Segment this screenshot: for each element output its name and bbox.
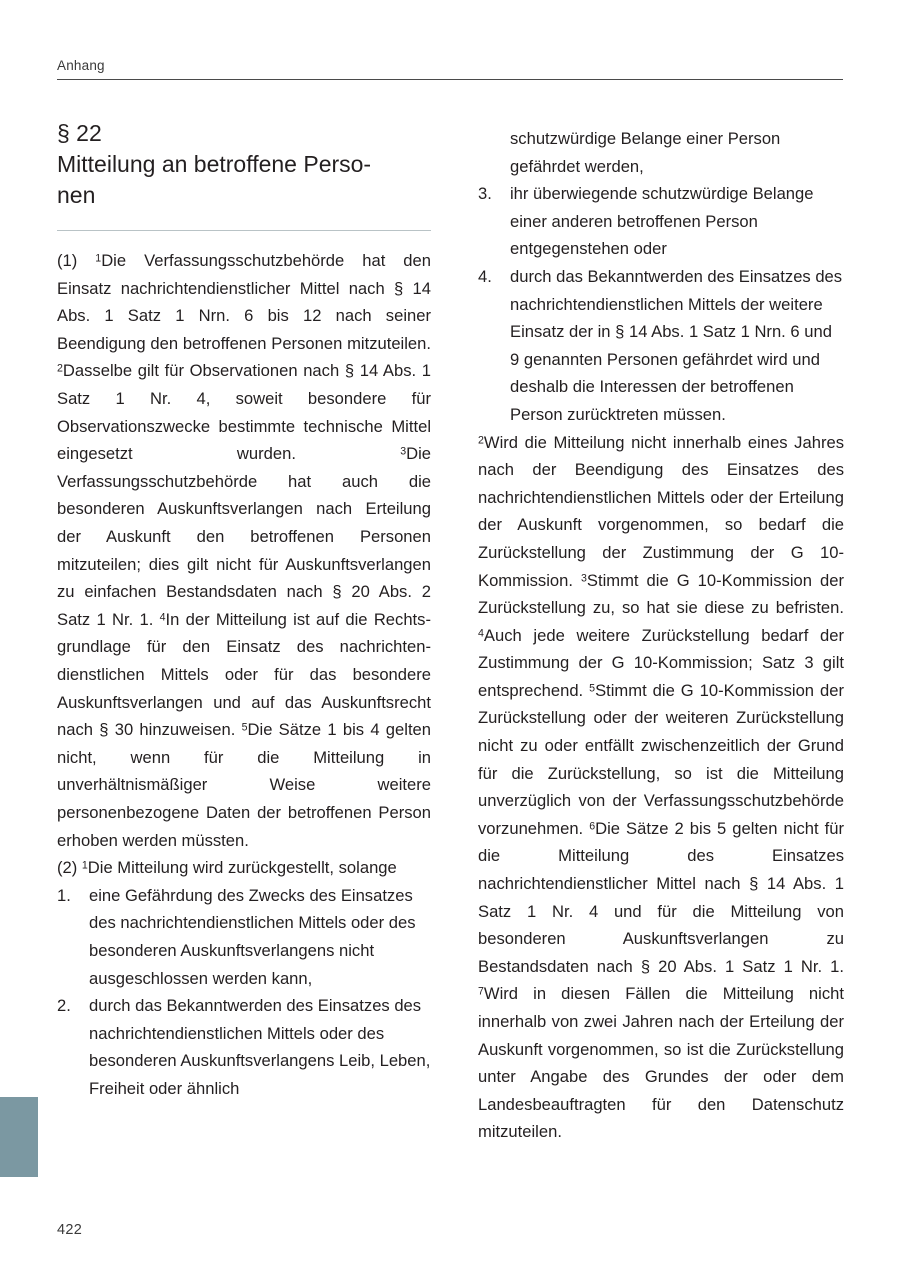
list-marker: 2. [57,996,71,1016]
list-item [57,992,431,1102]
closing-paragraph: $^2$Wird die Mitteilung nicht innerhalb eines Jahres nach der Beendigung des Einsatzes des nachrichtendienstlichen Mittels oder der Erteilung der Auskunft vorgenommen, so bedarf die Zurückstellung der Zustimmung der G 10-Kommission. $^3$Stimmt die G 10-Kommission der Zurückstellung zu, so hat sie diese zu befristen. $^4$Auch jede weitere Zurückstellung bedarf der Zustimmung der G 10-Kommission; Satz 3 gilt entsprechend. $^5$Stimmt die G 10-Kommission der Zurückstellung oder der weiteren Zurückstellung nicht zu oder entfällt zwischenzeitlich der Grund für die Zurückstellung, so ist die Mitteilung unverzüglich von der Verfassungsschutzbehörde vorzunehmen. $^6$Die Sätze 2 bis 5 gelten nicht für die Mitteilung des Einsatzes nachrichtendienstlicher Mittel nach § 14 Abs. 1 Satz 1 Nr. 4 und für die Mitteilung von besonderen Auskunftsverlangen zu Bestandsdaten nach § 20 Abs. 1 Satz 1 Nr. 1. $^7$Wird in diesen Fällen die Mitteilung nicht innerhalb von zwei Jahren nach der Erteilung der Auskunft vorgenommen, so ist die Zurückstellung unter Angabe des Grundes der oder dem Landesbeauftragten für den Datenschutz mitzuteilen. [478,432,845,1142]
paragraph-2: (2) $^1$Die Mitteilung wird zurückgestellt, solange [57,858,397,878]
law-list-left [57,882,431,1103]
section-title: Mitteilung an betroffene Perso- nen [57,151,372,208]
running-head [57,57,843,80]
list-item-text: ihr überwiegende schutzwürdige Belange einer anderen betroffenen Person entgegenstehen oder [510,184,814,259]
list-item [57,882,431,992]
title-rule [57,230,431,231]
list-item-text: durch das Bekanntwerden des Einsatzes des nachrichtendienstlichen Mittels oder des besonderen Auskunftsverlangens Leib, Leben, Freiheit oder ähnlich [89,996,431,1098]
paragraph-1: (1) $^1$Die Verfassungsschutzbehörde hat den Einsatz nachrichtendienstlicher Mittel nach § 14 Abs. 1 Satz 1 Nrn. 6 bis 12 nach seiner Beendigung den betroffenen Personen mitzuteilen. $^2$Dasselbe gilt für Observationen nach § 14 Abs. 1 Satz 1 Nr. 4, soweit besondere für Observationszwecke bestimmte technische Mittel eingesetzt wurden. $^3$Die Verfassungsschutzbehörde hat auch die besonderen Auskunftsverlangen nach Erteilung der Auskunft den betroffenen Personen mitzuteilen; dies gilt nicht für Auskunftsverlangen zu einfachen Bestandsdaten nach § 20 Abs. 2 Satz 1 Nr. 1. $^4$In der Mitteilung ist auf die Rechtsgrundlage für den Einsatz des nachrichtendienstlichen Mittels oder für das besondere Auskunftsverlangen und auf das Auskunftsrecht nach § 30 hinzuweisen. $^5$Die Sätze 1 bis 4 gelten nicht, wenn für die Mitteilung in unverhältnismäßiger Weise weitere personenbezogene Daten der betroffenen Person erhoben werden müssten. [57,251,432,850]
edge-thumb-tab [0,1097,38,1177]
list-marker: 1. [57,885,71,905]
list-item [478,180,844,263]
list-item [478,263,844,429]
section-number: § 22 [57,120,102,146]
list-marker: 3. [478,184,492,204]
right-column [478,125,844,1146]
list-item-text: eine Gefährdung des Zwecks des Einsatzes des nachrichtendienstlichen Mittels oder des besonderen Auskunftsverlangens nicht ausgeschlossen werden kann, [89,885,416,988]
law-list-right [478,125,844,429]
list-item-continued-text: schutzwürdige Belange einer Person gefährdet werden, [510,129,781,176]
list-marker: 4. [478,266,492,286]
list-item-text: durch das Bekanntwerden des Einsatzes des nachrichtendienstlichen Mittels der weitere Einsatz der in § 14 Abs. 1 Satz 1 Nrn. 6 und 9 genannten Personen gefährdet wird und deshalb die Interessen der betroffenen Person zurücktreten müssen. [510,266,843,424]
header-rule [57,79,843,80]
page-number: 422 [57,1222,83,1238]
left-column [57,118,431,1103]
list-item-continued [478,125,844,180]
running-head-label: Anhang [57,58,105,73]
